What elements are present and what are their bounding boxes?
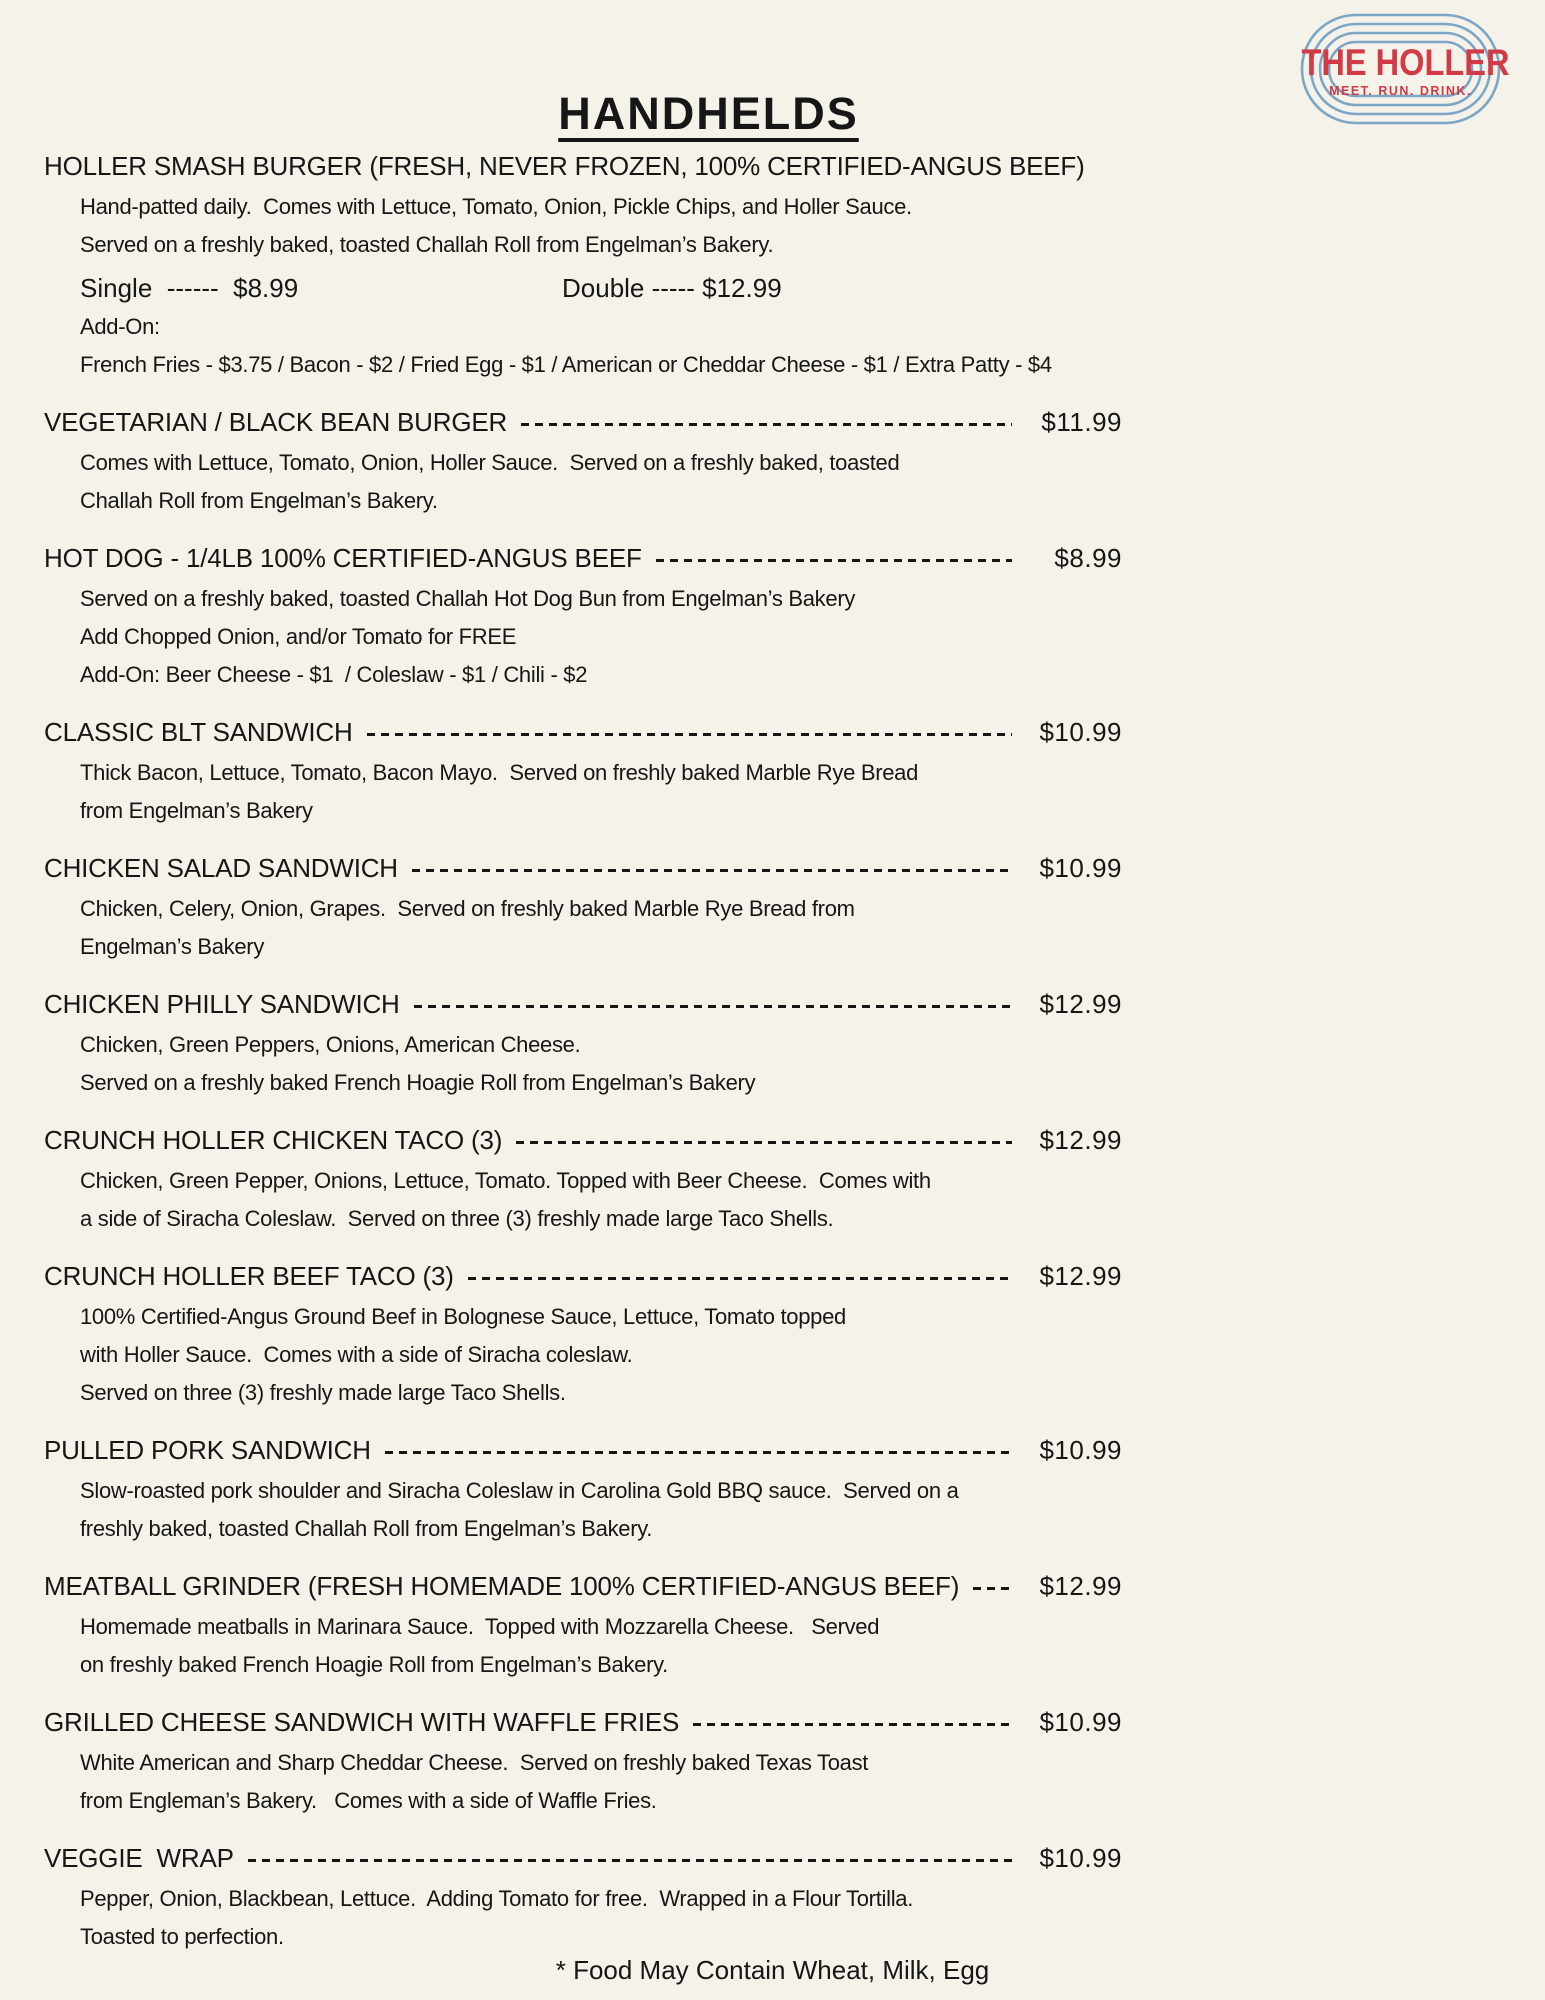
menu-item-row: [44, 988, 1122, 1020]
menu-item-description: [80, 1608, 1122, 1684]
menu-item-name: VEGETARIAN / BLACK BEAN BURGER: [44, 407, 508, 437]
menu-item-row: [44, 542, 1122, 574]
menu-item-desc-line: Engelman’s Bakery: [80, 934, 265, 959]
dashed-leader: [414, 1005, 1012, 1008]
dashed-leader: [412, 869, 1012, 872]
menu-item: [44, 542, 1122, 694]
menu-item-desc-line: Served on a freshly baked, toasted Challah Hot Dog Bun from Engelman’s Bakery: [80, 586, 856, 611]
menu-item-description: [80, 444, 1122, 520]
menu-list: [44, 150, 1122, 1956]
menu-item-description: [80, 754, 1122, 830]
menu-item-desc-line: Thick Bacon, Lettuce, Tomato, Bacon Mayo. Served on freshly baked Marble Rye Bread: [80, 760, 919, 785]
menu-item-row: [44, 852, 1122, 884]
menu-item-desc-line: Served on a freshly baked, toasted Challah Roll from Engelman’s Bakery.: [80, 232, 774, 257]
dashed-leader: [367, 733, 1012, 736]
menu-item-addon-line: French Fries - $3.75 / Bacon - $2 / Fried Egg - $1 / American or Cheddar Cheese - $1 / Extra Patty - $4: [80, 352, 1052, 377]
menu-item-description: [80, 188, 1122, 264]
menu-item-desc-line: on freshly baked French Hoagie Roll from Engelman’s Bakery.: [80, 1652, 668, 1677]
menu-item-desc-line: with Holler Sauce. Comes with a side of Siracha coleslaw.: [80, 1342, 633, 1367]
menu-item-name: CLASSIC BLT SANDWICH: [44, 717, 353, 747]
menu-item-description: [80, 1162, 1122, 1238]
menu-item: [44, 1570, 1122, 1684]
logo-tagline: MEET. RUN. DRINK.: [1329, 84, 1472, 98]
menu-item-name: GRILLED CHEESE SANDWICH WITH WAFFLE FRIES: [44, 1707, 680, 1737]
dashed-leader: [973, 1587, 1012, 1590]
menu-item-desc-line: Add-On: Beer Cheese - $1 / Coleslaw - $1 / Chili - $2: [80, 662, 588, 687]
menu-item-desc-line: Chicken, Green Pepper, Onions, Lettuce, Tomato. Topped with Beer Cheese. Comes with: [80, 1168, 931, 1193]
menu-item-desc-line: White American and Sharp Cheddar Cheese. Served on freshly baked Texas Toast: [80, 1750, 869, 1775]
dashed-leader: [516, 1141, 1012, 1144]
menu-item-price: $10.99: [1039, 1842, 1122, 1873]
menu-item-name: CHICKEN PHILLY SANDWICH: [44, 989, 400, 1019]
menu-item: [44, 1842, 1122, 1956]
menu-item-variant: Double ----- $12.99: [562, 273, 782, 303]
menu-item-row: [44, 716, 1122, 748]
menu-item-desc-line: Homemade meatballs in Marinara Sauce. Topped with Mozzarella Cheese. Served: [80, 1614, 880, 1639]
menu-item-name: HOLLER SMASH BURGER (FRESH, NEVER FROZEN, 100% CERTIFIED-ANGUS BEEF): [44, 151, 1085, 181]
page-title: HANDHELDS: [558, 88, 859, 140]
menu-item-price: $10.99: [1039, 1706, 1122, 1737]
dashed-leader: [248, 1859, 1012, 1862]
menu-item-variant: Single ------ $8.99: [80, 273, 299, 303]
logo-wordmark: THE HOLLER: [1301, 42, 1510, 83]
menu-item-row: [44, 1706, 1122, 1738]
menu-item: [44, 988, 1122, 1102]
allergen-footnote: * Food May Contain Wheat, Milk, Egg: [555, 1955, 990, 1985]
menu-item: [44, 716, 1122, 830]
menu-item-name: CRUNCH HOLLER CHICKEN TACO (3): [44, 1125, 503, 1155]
menu-item-price: $8.99: [1054, 542, 1122, 573]
menu-item-row: [44, 1434, 1122, 1466]
menu-item: [44, 1260, 1122, 1412]
menu-item-desc-line: Chicken, Celery, Onion, Grapes. Served on freshly baked Marble Rye Bread from: [80, 896, 855, 921]
menu-item: [44, 150, 1122, 384]
menu-item: [44, 1706, 1122, 1820]
menu-item-row: [44, 1842, 1122, 1874]
menu-item-name: PULLED PORK SANDWICH: [44, 1435, 371, 1465]
menu-item: [44, 406, 1122, 520]
dashed-leader: [693, 1723, 1012, 1726]
menu-item-price: $12.99: [1039, 1124, 1122, 1155]
menu-item-desc-line: Comes with Lettuce, Tomato, Onion, Holler Sauce. Served on a freshly baked, toasted: [80, 450, 900, 475]
menu-item-desc-line: freshly baked, toasted Challah Roll from Engelman’s Bakery.: [80, 1516, 653, 1541]
menu-item-desc-line: from Engelman’s Bakery: [80, 798, 313, 823]
menu-item-price: $10.99: [1039, 1434, 1122, 1465]
dashed-leader: [656, 559, 1012, 562]
menu-item-name: HOT DOG - 1/4LB 100% CERTIFIED-ANGUS BEEF: [44, 543, 642, 573]
menu-item: [44, 1124, 1122, 1238]
menu-item-description: [80, 1880, 1122, 1956]
menu-item-desc-line: Toasted to perfection.: [80, 1924, 284, 1949]
menu-item-description: [80, 1298, 1122, 1412]
menu-item-desc-line: Challah Roll from Engelman’s Bakery.: [80, 488, 438, 513]
menu-item-addons: [80, 308, 1122, 384]
menu-item-desc-line: Pepper, Onion, Blackbean, Lettuce. Adding Tomato for free. Wrapped in a Flour Tortilla.: [80, 1886, 914, 1911]
menu-item-price: $10.99: [1039, 716, 1122, 747]
restaurant-logo: [1288, 8, 1513, 130]
menu-item-price: $12.99: [1039, 1260, 1122, 1291]
menu-item-description: [80, 1472, 1122, 1548]
menu-item-desc-line: a side of Siracha Coleslaw. Served on three (3) freshly made large Taco Shells.: [80, 1206, 834, 1231]
menu-item-row: [44, 1570, 1122, 1602]
menu-item-variants: [80, 268, 1122, 308]
dashed-leader: [521, 423, 1012, 426]
menu-item-description: [80, 890, 1122, 966]
menu-item-description: [80, 1026, 1122, 1102]
menu-item-description: [80, 580, 1122, 694]
dashed-leader: [468, 1277, 1012, 1280]
menu-item-desc-line: Chicken, Green Peppers, Onions, American Cheese.: [80, 1032, 581, 1057]
menu-item: [44, 1434, 1122, 1548]
dashed-leader: [385, 1451, 1012, 1454]
menu-item-name: MEATBALL GRINDER (FRESH HOMEMADE 100% CERTIFIED-ANGUS BEEF): [44, 1571, 960, 1601]
menu-item-row: [44, 150, 1122, 182]
menu-item-name: CRUNCH HOLLER BEEF TACO (3): [44, 1261, 454, 1291]
menu-item-addon-line: Add-On:: [80, 314, 160, 339]
menu-item-desc-line: Add Chopped Onion, and/or Tomato for FREE: [80, 624, 517, 649]
menu-item-description: [80, 1744, 1122, 1820]
menu-item-row: [44, 1260, 1122, 1292]
menu-item-name: VEGGIE WRAP: [44, 1843, 234, 1873]
menu-item-desc-line: Served on three (3) freshly made large Taco Shells.: [80, 1380, 566, 1405]
menu-item-price: $11.99: [1041, 406, 1122, 437]
menu-item-price: $10.99: [1039, 852, 1122, 883]
menu-item-price: $12.99: [1039, 988, 1122, 1019]
menu-item-price: $12.99: [1039, 1570, 1122, 1601]
menu-item-desc-line: from Engleman’s Bakery. Comes with a side of Waffle Fries.: [80, 1788, 657, 1813]
menu-item-name: CHICKEN SALAD SANDWICH: [44, 853, 398, 883]
menu-item-row: [44, 406, 1122, 438]
menu-item-desc-line: Served on a freshly baked French Hoagie Roll from Engelman’s Bakery: [80, 1070, 756, 1095]
menu-item-desc-line: Hand-patted daily. Comes with Lettuce, Tomato, Onion, Pickle Chips, and Holler Sauce.: [80, 194, 912, 219]
menu-item-row: [44, 1124, 1122, 1156]
menu-item-desc-line: Slow-roasted pork shoulder and Siracha Coleslaw in Carolina Gold BBQ sauce. Served on a: [80, 1478, 959, 1503]
menu-item-desc-line: 100% Certified-Angus Ground Beef in Bolognese Sauce, Lettuce, Tomato topped: [80, 1304, 846, 1329]
menu-item: [44, 852, 1122, 966]
